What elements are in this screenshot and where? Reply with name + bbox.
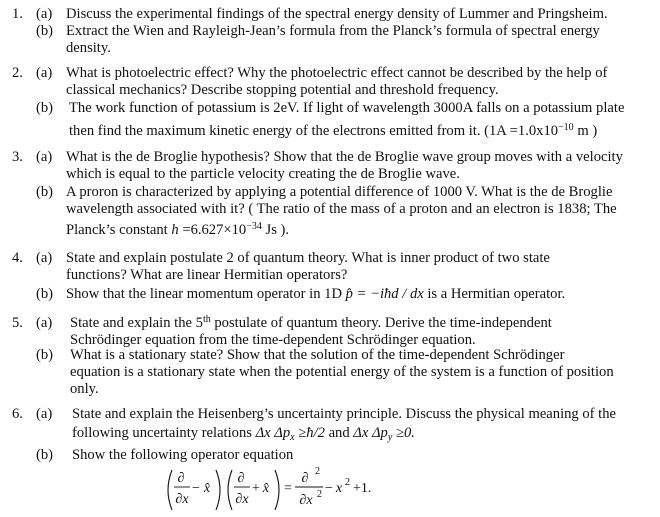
- text-line: The work function of potassium is 2eV. If light of wavelength 3000A falls on a potassium plate: [69, 100, 625, 116]
- text-line: Discuss the experimental findings of the spectral energy density of Lummer and Pringsheim.: [66, 6, 608, 22]
- question-text: [70, 315, 656, 349]
- text-line: [66, 286, 652, 303]
- text-span: and: [324, 425, 354, 441]
- uncertainty-relation: Δx Δp: [255, 425, 291, 441]
- text-span: then find the maximum kinetic energy of the electrons emitted from it. (1A =1.0x10: [69, 123, 559, 139]
- right-parenthesis: [216, 470, 220, 510]
- question-text: [66, 286, 652, 303]
- partial-symbol: ∂: [177, 471, 185, 486]
- part-label: (b): [36, 447, 54, 463]
- x-variable: x: [335, 481, 343, 496]
- question-number: 5.: [12, 315, 23, 331]
- planck-symbol: h: [171, 222, 179, 238]
- partial-symbol: ∂: [237, 471, 245, 486]
- left-parenthesis: [168, 470, 172, 510]
- text-line: Schrödinger equation from the time-dependent Schrödinger equation.: [70, 332, 476, 348]
- constant-term: +1.: [353, 481, 372, 496]
- subscript: y: [387, 432, 393, 443]
- text-span: Js ).: [261, 222, 290, 238]
- question-number: 3.: [12, 149, 23, 165]
- part-label: (a): [36, 315, 53, 331]
- text-span: =6.627×10: [178, 222, 247, 238]
- left-parenthesis: [228, 470, 232, 510]
- ordinal-suffix: th: [202, 314, 211, 325]
- question-text: [66, 65, 652, 99]
- part-label: (a): [36, 65, 53, 81]
- text-line: only.: [70, 381, 99, 397]
- text-line: What is the de Broglie hypothesis? Show that the de Broglie wave group moves with a velocity: [66, 149, 623, 165]
- text-line: equation is a stationary state when the potential energy of the system is a function of position: [70, 364, 614, 380]
- text-span: is a Hermitian operator.: [423, 286, 566, 302]
- x-operator: x̂: [262, 481, 270, 496]
- plus-sign: +: [252, 481, 260, 496]
- question-number: 2.: [12, 65, 23, 81]
- text-span: Show that the linear momentum operator in 1D: [66, 286, 346, 302]
- question-text: [66, 184, 652, 239]
- text-line: which is equal to the particle velocity creating the de Broglie wave.: [66, 166, 460, 182]
- question-text: [72, 406, 658, 442]
- partial-x: ∂x: [175, 492, 189, 507]
- part-label: (a): [36, 6, 53, 22]
- text-line: State and explain postulate 2 of quantum theory. What is inner product of two state: [66, 250, 550, 266]
- uncertainty-relation: Δx Δp: [353, 425, 388, 441]
- exponent: 2: [345, 477, 350, 488]
- question-text: [66, 250, 652, 284]
- question-text: [66, 23, 652, 57]
- text-span: Planck’s constant: [66, 222, 172, 238]
- part-label: (a): [36, 149, 53, 165]
- part-label: (a): [36, 250, 53, 266]
- text-line: density.: [66, 40, 111, 56]
- part-label: (a): [36, 406, 53, 422]
- question-text: [66, 6, 652, 23]
- text-line: [66, 222, 652, 239]
- question-text: [69, 100, 655, 140]
- text-span: following uncertainty relations: [72, 425, 256, 441]
- question-text: [72, 447, 658, 464]
- text-line: State and explain the Heisenberg’s uncertainty principle. Discuss the physical meaning of the: [72, 406, 617, 422]
- question-text: [66, 149, 652, 183]
- text-line: functions? What are linear Hermitian operators?: [66, 267, 348, 283]
- partial-x: ∂x: [299, 493, 313, 508]
- part-label: (b): [36, 184, 54, 200]
- question-number: 6.: [12, 406, 23, 422]
- text-line: [72, 425, 658, 442]
- text-span: postulate of quantum theory. Derive the time-independent: [210, 315, 552, 331]
- question-number: 4.: [12, 250, 23, 266]
- text-line: wavelength associated with it? ( The ratio of the mass of a proton and an electron is 1838; The: [66, 201, 617, 217]
- part-label: (b): [36, 23, 54, 39]
- partial-x: ∂x: [235, 492, 249, 507]
- text-line: Show the following operator equation: [72, 447, 294, 463]
- text-line: A proron is characterized by applying a potential difference of 1000 V. What is the de Broglie: [66, 184, 613, 200]
- part-label: (b): [36, 347, 54, 363]
- partial-symbol: ∂: [301, 471, 309, 486]
- text-span: m ): [573, 123, 598, 139]
- x-operator: x̂: [203, 481, 211, 496]
- exponent: −34: [246, 221, 262, 232]
- momentum-operator: p̂ = −iħd / dx: [345, 286, 424, 302]
- question-text: [70, 347, 656, 398]
- part-label: (b): [36, 100, 54, 116]
- equals-sign: =: [284, 481, 292, 496]
- exponent: 2: [317, 489, 322, 500]
- text-line: What is a stationary state? Show that the solution of the time-dependent Schrödinger: [70, 347, 565, 363]
- subscript: x: [290, 432, 295, 443]
- text-line: [70, 315, 656, 332]
- text-line: classical mechanics? Describe stopping potential and threshold frequency.: [66, 82, 499, 98]
- minus-sign: −: [325, 481, 333, 496]
- text-line: Extract the Wien and Rayleigh-Jean’s formula from the Planck’s formula of spectral energy: [66, 23, 600, 39]
- question-number: 1.: [12, 6, 23, 22]
- uncertainty-relation: ≥0.: [392, 425, 415, 441]
- part-label: (b): [36, 286, 54, 302]
- minus-sign: −: [192, 481, 200, 496]
- exponent: 2: [315, 466, 320, 477]
- text-span: State and explain the 5: [70, 315, 203, 331]
- right-parenthesis: [275, 470, 279, 510]
- uncertainty-relation: ≥ħ/2: [294, 425, 325, 441]
- text-line: What is photoelectric effect? Why the photoelectric effect cannot be described by the help of: [66, 65, 608, 81]
- text-line: [69, 123, 655, 140]
- exponent: −10: [558, 122, 574, 133]
- operator-equation: [163, 466, 393, 514]
